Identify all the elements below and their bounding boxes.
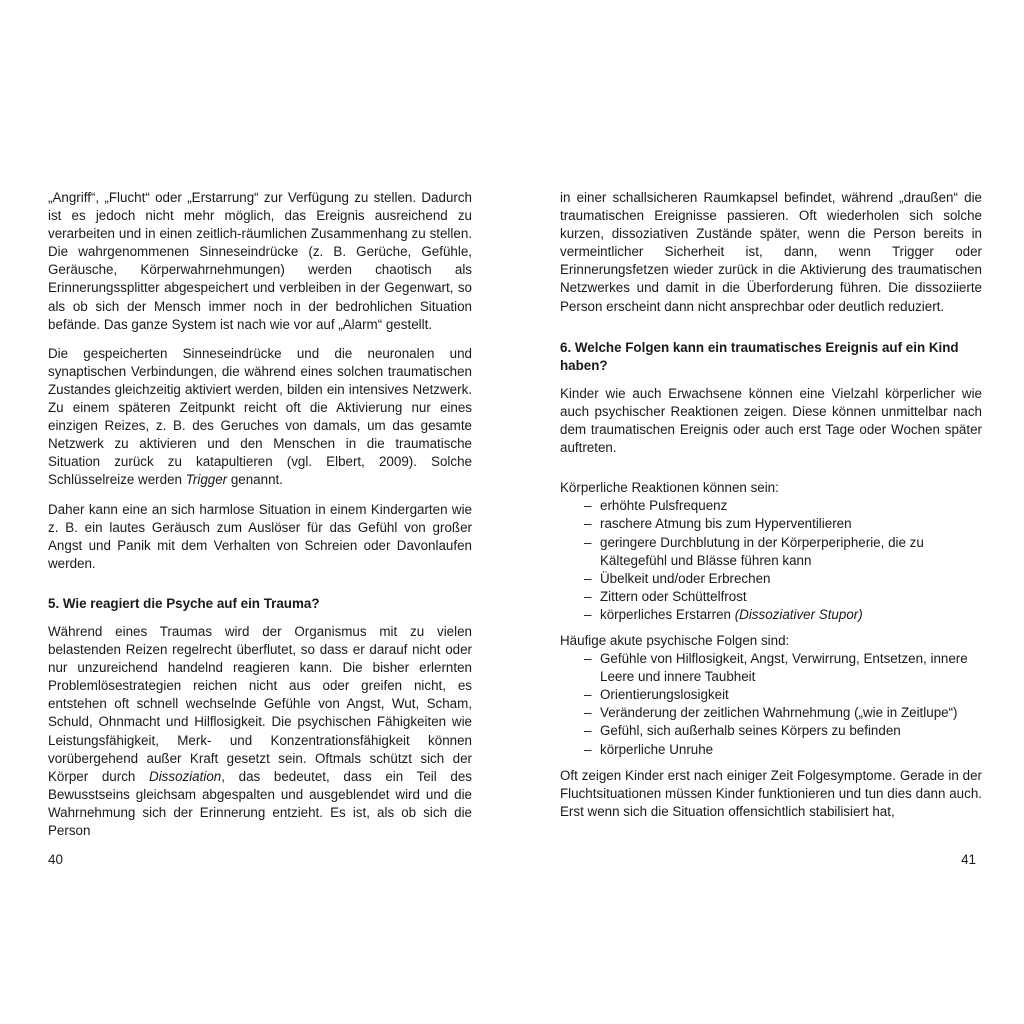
list-item: – körperliches Erstarren (Dissoziativer Stupor): [560, 606, 982, 624]
page-number-right: 41: [961, 852, 976, 867]
left-paragraph-1: „Angriff“, „Flucht“ oder „Erstarrung“ zur Verfügung zu stellen. Dadurch ist es jedoch nicht mehr möglich, das Ereignis ausreichend zu verarbeiten und in einen zeitlich-räumlichen Zusammenhang zu stellen. Die wahrgenommenen Sinneseindrücke (z. B. Gerüche, Gefühle, Geräusche, Körperwahrnehmungen) werden chaotisch als Erinnerungssplitter abgespeichert und verbleiben in der Gegenwart, so als ob sich der Mensch immer noch in der bedrohlichen Situation befände. Das ganze System ist nach wie vor auf „Alarm“ gestellt.: [48, 190, 472, 332]
list-item: – geringere Durchblutung in der Körperperipherie, die zu Kältegefühl und Blässe führen kann: [560, 534, 982, 570]
left-page: [48, 189, 472, 840]
list-item: – raschere Atmung bis zum Hyperventilieren: [560, 515, 982, 533]
list-item: – Gefühle von Hilflosigkeit, Angst, Verwirrung, Entsetzen, innere Leere und innere Taubheit: [560, 650, 982, 686]
page-number-left: 40: [48, 852, 63, 867]
right-page: [560, 189, 982, 821]
list-item: – Veränderung der zeitlichen Wahrnehmung („wie in Zeitlupe“): [560, 704, 982, 722]
list-item: – Gefühl, sich außerhalb seines Körpers zu befinden: [560, 722, 982, 740]
physical-reactions-intro: Körperliche Reaktionen können sein:: [560, 480, 779, 496]
psychic-consequences-list: [560, 650, 982, 759]
right-paragraph-3: Oft zeigen Kinder erst nach einiger Zeit Folgesymptome. Gerade in der Fluchtsituationen müssen Kinder funktionieren und tun dies dann auch. Erst wenn sich die Situation offensichtlich stabilisiert hat,: [560, 767, 982, 819]
left-paragraph-2: Die gespeicherten Sinneseindrücke und die neuronalen und synaptischen Verbindungen, die während eines solchen traumatischen Zustandes gleichzeitig aktiviert werden, bilden ein intensives Netzwerk. Zu einem späteren Zeitpunkt reicht oft die Aktivierung nur eines einzigen Reizes, z. B. des Geruches von damals, um das gesamte Netzwerk zu aktivieren und den Menschen in die traumatische Situation zurück zu katapultieren (vgl. Elbert, 2009). Solche Schlüsselreize werden Trigger genannt.: [48, 345, 472, 488]
right-paragraph-1: in einer schallsicheren Raumkapsel befindet, während „draußen“ die traumatischen Ereignisse passieren. Oft wiederholen sich solche kurzen, dissoziativen Zustände später, wenn die Person bereits in vermeintlicher Sicherheit ist, dann, wenn Trigger oder Erinnerungsfetzen wieder zurück in die Aktivierung des traumatischen Netzwerkes und damit in die Überforderung führen. Die dissoziierte Person erscheint dann nicht ansprechbar oder deutlich reduziert.: [560, 190, 982, 314]
left-paragraph-3: Daher kann eine an sich harmlose Situation in einem Kindergarten wie z. B. ein lautes Geräusch zum Auslöser für das Gefühl von großer Angst und Panik mit dem Verhalten von Schreien oder Davonlaufen werden.: [48, 501, 472, 571]
list-item: – körperliche Unruhe: [560, 741, 982, 759]
psychic-consequences-intro: Häufige akute psychische Folgen sind:: [560, 632, 790, 648]
list-item: – Zittern oder Schüttelfrost: [560, 588, 982, 606]
right-paragraph-2: Kinder wie auch Erwachsene können eine Vielzahl körperlicher wie auch psychischer Reaktionen zeigen. Diese können unmittelbar nach dem traumatischen Ereignis oder auch erst Tage oder Wochen später auftreten.: [560, 385, 982, 456]
section-heading-6: 6. Welche Folgen kann ein traumatisches Ereignis auf ein Kind haben?: [560, 339, 959, 373]
left-paragraph-4: Während eines Traumas wird der Organismus mit zu vielen belastenden Reizen regelrecht überflutet, so dass er darauf nicht oder nur unzureichend handelnd reagieren kann. Die bisher erlernten Problemlösestrategien reichen nicht aus oder greifen nicht, es entstehen oft schnell wechselnde Gefühle von Angst, Wut, Scham, Schuld, Ohnmacht und Hilflosigkeit. Die psychischen Fähigkeiten wie Leistungsfähigkeit, Merk- und Konzentrationsfähigkeit können vorübergehend außer Kraft gesetzt sein. Oftmals schützt sich der Körper durch Dissoziation, das bedeutet, dass ein Teil des Bewusstseins gleichsam abgespalten und ausgeblendet wird und die Wahrnehmung sich der Erinnerung entzieht. Es ist, als ob sich die Person: [48, 623, 472, 838]
list-item: – Übelkeit und/oder Erbrechen: [560, 570, 982, 588]
section-heading-5: 5. Wie reagiert die Psyche auf ein Trauma?: [48, 595, 320, 611]
list-item: – Orientierungslosigkeit: [560, 686, 982, 704]
physical-reactions-list: [560, 497, 982, 624]
list-item: – erhöhte Pulsfrequenz: [560, 497, 982, 515]
